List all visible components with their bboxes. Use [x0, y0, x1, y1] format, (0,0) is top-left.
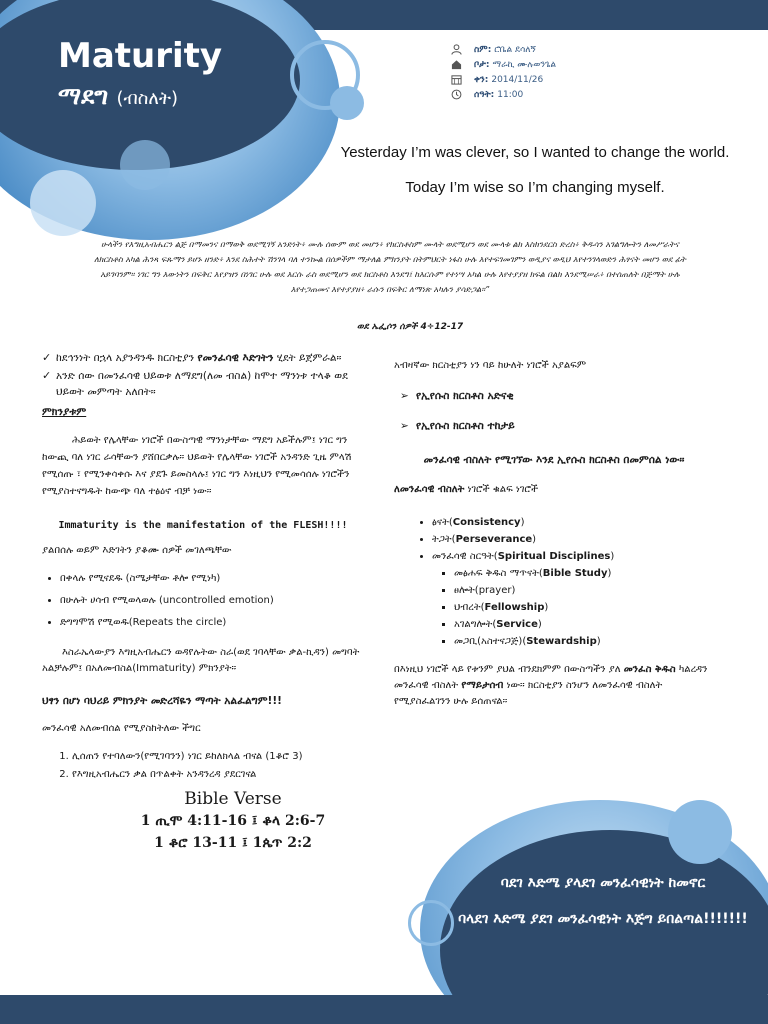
list-item: ▪ ፀሎት(prayer): [454, 582, 714, 599]
disciplines-list: [454, 565, 714, 650]
quote-line-1: Yesterday I’m was clever, so I wanted to change the world.: [340, 144, 730, 161]
meta-info: [450, 42, 750, 102]
list-item: ▪ መፅሐፍ ቅዱስ ማጥናት(Bible Study): [454, 565, 714, 582]
meta-time-row: ሰዓት: 11:00: [450, 87, 750, 102]
meta-place-row: ቦታ: ማራኪ ሙሉወንጌል: [450, 57, 750, 72]
paragraph-lifeless: ሕይወት የሌላቸው ነገሮች በውስጣዊ ማንነታቸው ማደግ አይችሉም፤ ነገር ግን ከውጪ ባለ ነገር ራሳቸውን ያሸበርቃሉ። ህይወት የሌላቸው ነገሮች አንዳንድ ጊዜ ምላሽ የሚሰጡ ፣ የሚንቀሳቀሱ እና ያደጉ ይመስላሉ፤ ነገር ግን እነዚህን የሚመሳሰሉ ነገሮችን የሚያስተናግዱት ከውጭ ባለ ተፅዕኖ ብቻ ነው።: [42, 435, 352, 497]
home-icon: [450, 59, 462, 71]
calendar-icon: [450, 74, 462, 86]
person-icon: [450, 44, 462, 56]
check-item: ✓ ከደኅንነት በኋላ አያንዳንዱ ክርስቲያን የመንፈሳዊ እድገትን ሂደት ይጀምራል።: [42, 351, 342, 364]
deco-circle-small: [330, 86, 364, 120]
deco-circle-bottom-ring: [408, 900, 454, 946]
keys-list: [432, 514, 714, 650]
maturity-heading: መንፈሳዊ ብስለት የሚገኘው እንደ ኢየሱስ ክርስቶስ በመምሰል ነው።: [423, 454, 685, 466]
statement-line: ህፃን በሆነ ባህሪይ ምክንያት መድረሻዬን ማጣት አልፈልግም!!!: [42, 695, 282, 707]
deco-circle-bubble2: [120, 140, 170, 190]
deco-circle-bottom-bubble: [668, 800, 732, 864]
problems-heading: መንፈሳዊ አለመብሰል የሚያስከትለው ችግር: [42, 723, 201, 734]
list-item: ▪ ህብረት(Fellowship): [454, 599, 714, 616]
meta-date-row: ቀን: 2014/11/26: [450, 72, 750, 87]
arrow-icon: ➢: [400, 420, 409, 432]
checkmark-icon: ✓: [42, 351, 52, 364]
closing-banner: [458, 872, 748, 930]
checkmark-icon: ✓: [42, 369, 52, 382]
list-item: • ፅናት(Consistency): [432, 514, 714, 531]
list-item: 1. ሊሰጠን የተባለውን(የሚገባንን) ነገር ይከለክላል ብናል (1ቆሮ 3): [72, 749, 364, 765]
immature-signs-heading: ያልበሰሉ ወይም እድገትን ያቆሙ ሰዎች መገለጫቸው: [42, 545, 232, 556]
scripture-reference: ወደ ኤፌሶን ሰዎች 4÷12-17: [356, 322, 464, 332]
list-item: • ድግግሞሽ የሚወዱ(Repeats the circle): [60, 615, 364, 631]
title-block: [58, 36, 288, 110]
flesh-heading: Immaturity is the manifestation of the FLESH!!!!: [58, 520, 348, 531]
list-item: 2. የእግዚአብሔርን ቃል በጥልቀት አንዳንረዳ ያደርገናል: [72, 767, 364, 783]
list-item: • በቀላሉ የሚናደዱ (ስሜታቸው ቶሎ የሚነካ): [60, 571, 364, 587]
problems-list: [72, 749, 364, 783]
right-column: [394, 358, 714, 710]
page-title: Maturity: [58, 36, 223, 76]
deco-circle-bubble: [30, 170, 96, 236]
left-column: [42, 350, 364, 851]
clock-icon: [450, 89, 462, 101]
list-item: • ትጋት(Perseverance): [432, 531, 714, 548]
page-title-amharic: ማደግ (ብስለት): [58, 82, 179, 110]
list-item: • መንፈሳዊ ስርዓት(Spiritual Disciplines) ▪ መፅሐፍ ቅዱስ ማጥናት(Bible Study) ▪ ፀሎት(prayer) ▪ ህብረት(Fellowship) ▪ አገልግሎት(Service) ▪ መጋቢ(አስተናጋጅ)(Stewardship): [432, 548, 714, 650]
list-item: • በሁሉት ሀሳብ የሚወላወሉ (uncontrolled emotion): [60, 593, 364, 609]
arrow-item: ➢ የኢየሱስ ክርስቶስ አድናቂ: [394, 388, 714, 404]
arrow-item: ➢ የኢየሱስ ክርስቶስ ተከታይ: [394, 418, 714, 434]
immature-signs-list: [60, 571, 364, 631]
paragraph-israelites: እስራኤላውያን እግዚአብሔርን ወዳየሉትው ስራ(ወደ ገባላቸው ቃል-ኪዳን) መግባት አልቻሉም፤ በአለመብስል(Immaturity) ምክንያት።: [42, 647, 360, 674]
list-item: ▪ መጋቢ(አስተናጋጅ)(Stewardship): [454, 633, 714, 650]
bible-verse-line: 1 ጢሞ 4:11-16 ፤ ቆላ 2:6-7: [140, 813, 326, 829]
keys-heading: ለመንፈሳዊ ብስለት ነገሮች ቁልፍ ነገሮች: [394, 484, 539, 495]
christians-intro: አብዛኛው ክርስቲያን ነን ባይ ከሁለት ነገሮች አያልፍም: [394, 360, 587, 371]
banner-line-2: ባላደገ እድሜ ያደገ መንፈሳዊነት እጅግ ይበልጣል!!!!!!!: [458, 911, 748, 927]
reason-heading: ምክንያቱም: [42, 406, 87, 418]
banner-line-1: ባደገ እድሜ ያላደገ መንፈሳዊነት ከመኖር: [500, 875, 706, 891]
scripture-passage: ሁላችን የእግዚአብሔርን ልጅ በማመንና በማወቅ ወደሚገኝ አንድነት፥ ሙሉ ሰውም ወደ መሆን፥ የክርስቶስም ሙላት ወደሚሆን ወደ ሙላቱ ልክ እስክንደርስ ድረስ፥ ቅዱሳን አገልግሎትን ለመሥራትና ለክርስቶስ አካል ሕንጻ ፍጹማን ይሆኑ ዘንድ፥ እንደ ስሕተት ሽንገላ ባለ ተንኰል በሰዎችም ማታለል ምክንያት በትምህርት ነፋስ ሁሉ እየተፍገመገምን ወዲያና ወዲህ እየተንገላወድን ሕፃናት መሆን ወደ ፊት አይገባንም። ነገር ግን እውነትን በፍቅር እየያዝን በነገር ሁሉ ወደ እርሱ ራስ ወደሚሆን ወደ ክርስቶስ እንደግ፤ ከእርሱም የተነሣ አካል ሁሉ እየተያያዘ ክፍል በልክ እንደሚሠራ፥ በተሰጠለት በጅማት ሁሉ እየተጋጠመና እየተያያዘ፥ ራሱን በፍቅር ለማነጽ አካሉን ያሳድጋል።”: [94, 239, 686, 294]
check-item: ✓ አንድ ሰው በመንፈሳዊ ህይወቱ ለማደግ(ለመ ብስል) ከሞተ ማንነቱ ተላቆ ወደ ህይወት መምጣት አለበት።: [42, 369, 348, 398]
meta-name-row: ስም: ሮቤል ደሳለኝ: [450, 42, 750, 57]
arrow-icon: ➢: [400, 390, 409, 402]
bottom-bar: [0, 995, 768, 1024]
bible-verse-title: Bible Verse: [184, 789, 282, 809]
list-item: ▪ አገልግሎት(Service): [454, 616, 714, 633]
holy-spirit-paragraph: በእነዚህ ነገሮች ላይ የቱንም ያህል ብንደክምም በውስጣችን ያለ መንፈስ ቅዱስ ካልረዳን መንፈሳዊ ብስለት የማይታሰብ ነው። ክርስቲያን ስንሆን ለመንፈሳዊ ብስለት የሚያስፈልገንን ሁሉ ይሰጠናል።: [394, 664, 708, 707]
quote-line-2: Today I’m wise so I’m changing myself.: [405, 179, 665, 196]
bible-verse-line: 1 ቆሮ 13-11 ፤ 1ጴጥ 2:2: [154, 835, 312, 851]
